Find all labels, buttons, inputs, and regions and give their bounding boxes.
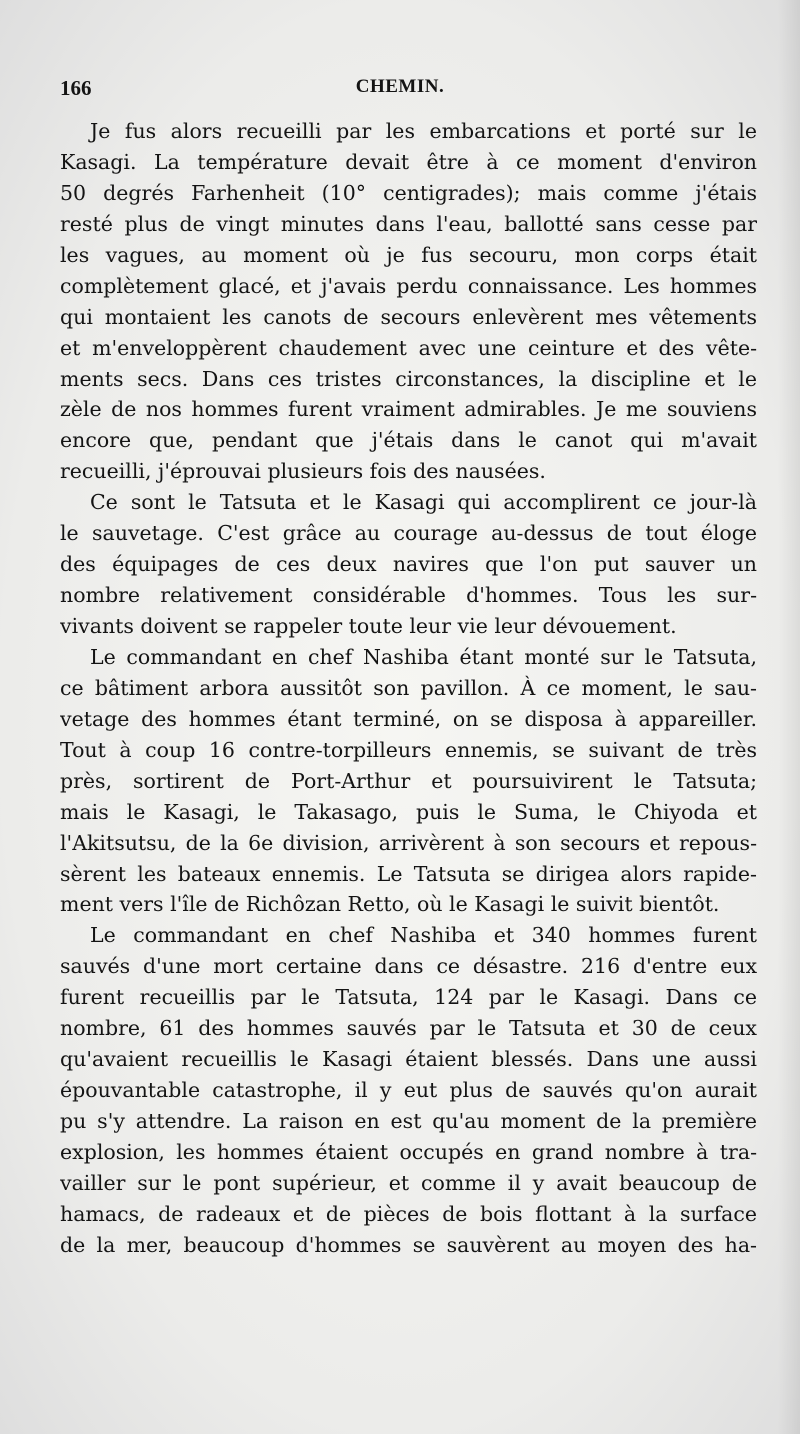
- text-line: de la mer, beaucoup d'hommes se sauvèrent au moyen des ha-: [60, 1232, 757, 1257]
- text-line: encore que, pendant que j'étais dans le canot qui m'avait: [60, 428, 757, 453]
- text-line: complètement glacé, et j'avais perdu connaissance. Les hommes: [60, 273, 757, 298]
- text-line: hamacs, de radeaux et de pièces de bois flottant à la surface: [60, 1201, 757, 1226]
- text-line: ce bâtiment arbora aussitôt son pavillon. À ce moment, le sau-: [60, 675, 757, 700]
- text-line: vivants doivent se rappeler toute leur vie leur dévouement.: [60, 614, 677, 638]
- text-line: pu s'y attendre. La raison en est qu'au moment de la première: [60, 1109, 757, 1133]
- text-line: recueilli, j'éprouvai plusieurs fois des nausées.: [60, 459, 546, 484]
- text-line: les vagues, au moment où je fus secouru, mon corps était: [60, 242, 757, 267]
- text-line: vailler sur le pont supérieur, et comme il y avait beaucoup de: [60, 1170, 757, 1195]
- text-line: sauvés d'une mort certaine dans ce désastre. 216 d'entre eux: [60, 954, 757, 979]
- text-line: nombre, 61 des hommes sauvés par le Tatsuta et 30 de ceux: [60, 1016, 757, 1041]
- body-text: [60, 116, 757, 1261]
- text-line: zèle de nos hommes furent vraiment admirables. Je me souviens: [60, 397, 757, 422]
- text-line: épouvantable catastrophe, il y eut plus de sauvés qu'on aurait: [60, 1078, 757, 1103]
- text-line: furent recueillis par le Tatsuta, 124 par le Kasagi. Dans ce: [60, 985, 757, 1010]
- text-line: Kasagi. La température devait être à ce moment d'environ: [60, 149, 757, 174]
- text-line: le sauvetage. C'est grâce au courage au-dessus de tout éloge: [60, 521, 757, 546]
- text-line: qu'avaient recueillis le Kasagi étaient blessés. Dans une aussi: [60, 1047, 757, 1072]
- text-line: Tout à coup 16 contre-torpilleurs ennemis, se suivant de très: [60, 737, 757, 762]
- running-title: CHEMIN.: [355, 76, 445, 97]
- text-line: près, sortirent de Port-Arthur et poursuivirent le Tatsuta;: [60, 768, 757, 793]
- text-line: sèrent les bateaux ennemis. Le Tatsuta se dirigea alors rapide-: [60, 861, 757, 886]
- text-line: 50 degrés Farhenheit (10° centigrades); mais comme j'étais: [60, 180, 757, 205]
- text-line: des équipages de ces deux navires que l'on put sauver un: [60, 552, 757, 577]
- text-line: ments secs. Dans ces tristes circonstances, la discipline et le: [60, 366, 757, 391]
- text-line: explosion, les hommes étaient occupés en grand nombre à tra-: [60, 1139, 757, 1164]
- text-line: qui montaient les canots de secours enlevèrent mes vêtements: [60, 304, 757, 329]
- text-line: vetage des hommes étant terminé, on se disposa à appareiller.: [60, 706, 757, 731]
- page-number: 166: [60, 76, 92, 100]
- text-line: mais le Kasagi, le Takasago, puis le Suma, le Chiyoda et: [60, 799, 757, 824]
- text-line: et m'enveloppèrent chaudement avec une ceinture et des vête-: [60, 335, 757, 360]
- text-line: Le commandant en chef Nashiba et 340 hommes furent: [90, 923, 757, 948]
- text-line: Le commandant en chef Nashiba étant monté sur le Tatsuta,: [90, 644, 757, 669]
- text-line: resté plus de vingt minutes dans l'eau, ballotté sans cesse par: [60, 211, 757, 236]
- text-line: Je fus alors recueilli par les embarcations et porté sur le: [90, 119, 757, 143]
- page-edge-shadow: [778, 0, 800, 1434]
- text-line: Ce sont le Tatsuta et le Kasagi qui accomplirent ce jour-là: [90, 490, 757, 515]
- running-head: [0, 76, 800, 108]
- text-line: l'Akitsutsu, de la 6e division, arrivèrent à son secours et repous-: [60, 830, 757, 855]
- text-line: nombre relativement considérable d'hommes. Tous les sur-: [60, 583, 757, 608]
- text-line: ment vers l'île de Richôzan Retto, où le Kasagi le suivit bientôt.: [60, 892, 720, 917]
